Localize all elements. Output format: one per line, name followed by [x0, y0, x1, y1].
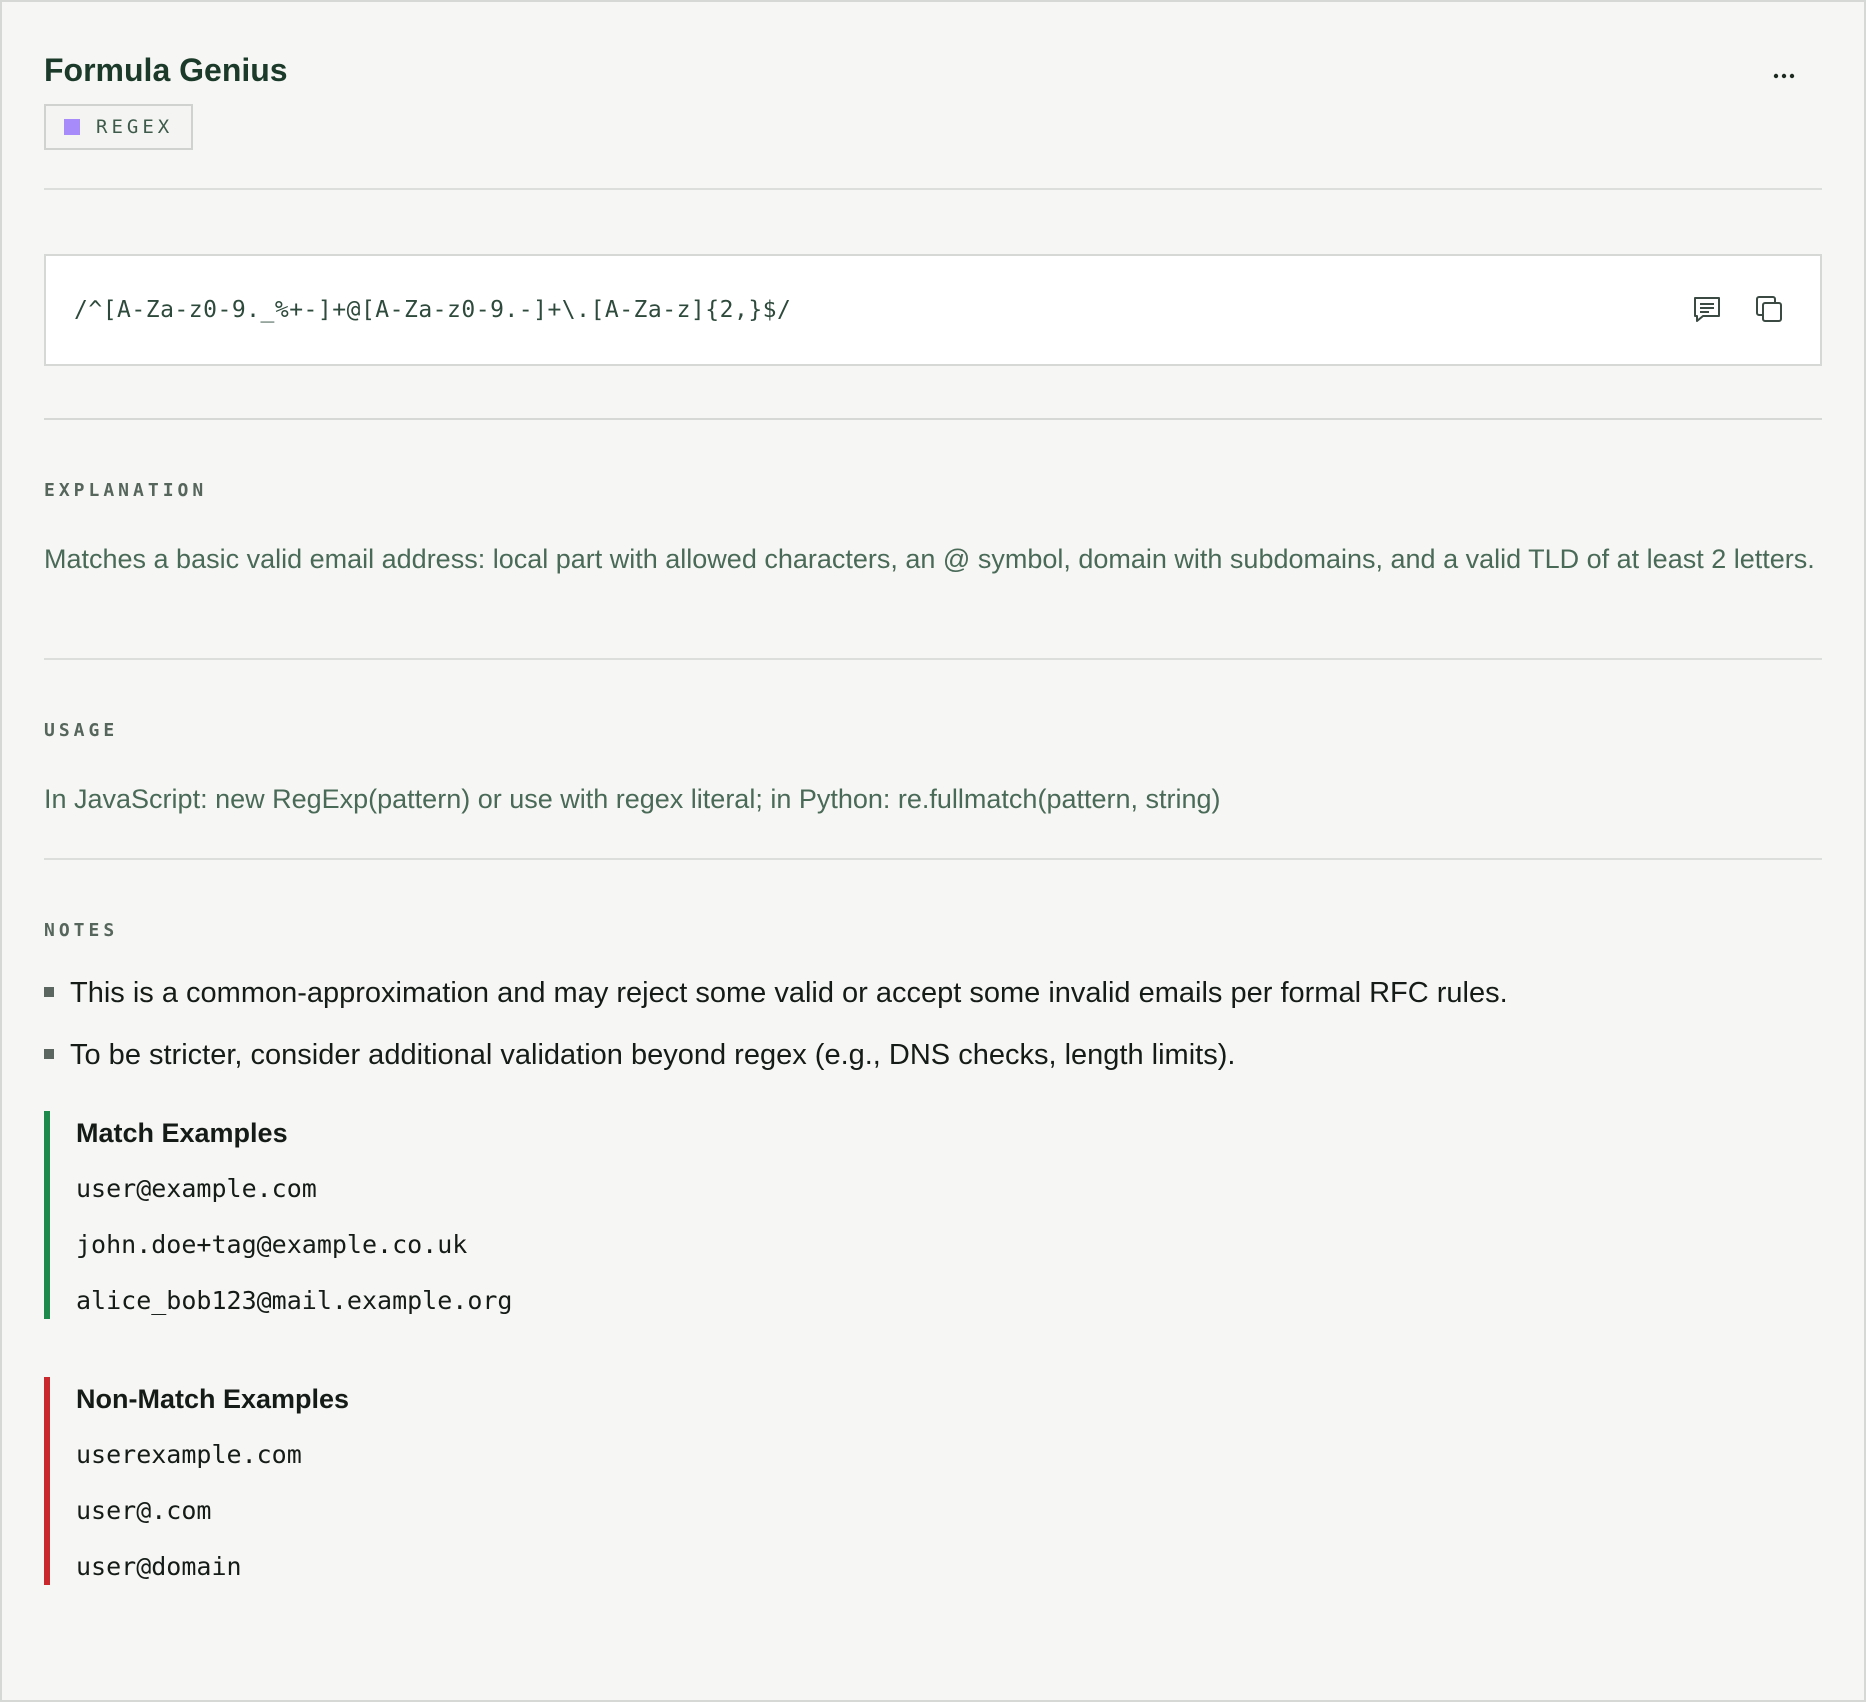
more-options-button[interactable]	[1764, 56, 1804, 96]
explanation-text: Matches a basic valid email address: local part with allowed characters, an @ symbol, domain with subdomains, and a valid TLD of at least 2 letters.	[44, 544, 1815, 574]
note-item	[44, 1035, 1822, 1075]
bullet-icon	[44, 987, 54, 997]
usage-text: In JavaScript: new RegExp(pattern) or use with regex literal; in Python: re.fullmatch(pattern, string)	[44, 784, 1221, 814]
note-item	[44, 973, 1822, 1013]
nonmatch-examples-title: Non-Match Examples	[76, 1384, 350, 1414]
explain-button[interactable]	[1690, 292, 1724, 326]
panel-header	[44, 2, 1822, 190]
match-examples-list	[76, 1171, 1822, 1319]
formula-section	[44, 190, 1822, 420]
match-examples-title: Match Examples	[76, 1118, 288, 1148]
usage-label: USAGE	[44, 720, 119, 741]
copy-button[interactable]	[1752, 292, 1786, 326]
formula-pattern[interactable]: /^[A-Za-z0-9._%+-]+@[A-Za-z0-9.-]+\.[A-Za-z]{2,}$/	[74, 297, 792, 323]
notes-list	[44, 973, 1822, 1075]
match-example: alice_bob123@mail.example.org	[76, 1286, 513, 1315]
nonmatch-example: user@domain	[76, 1552, 242, 1581]
notes-label: NOTES	[44, 920, 119, 941]
match-examples-block	[44, 1111, 1822, 1319]
badge-color-swatch	[64, 119, 80, 135]
explanation-section	[44, 420, 1822, 660]
match-example: user@example.com	[76, 1174, 317, 1203]
nonmatch-examples-block	[44, 1377, 1822, 1585]
notes-section	[44, 860, 1822, 1585]
match-example: john.doe+tag@example.co.uk	[76, 1230, 468, 1259]
formula-code-box	[44, 254, 1822, 366]
badge-label: REGEX	[96, 116, 174, 138]
note-text: This is a common-approximation and may reject some valid or accept some invalid emails per formal RFC rules.	[70, 977, 1508, 1009]
formula-actions	[1690, 292, 1786, 326]
message-square-icon	[1692, 294, 1722, 324]
explanation-label: EXPLANATION	[44, 480, 208, 501]
nonmatch-examples-list	[76, 1437, 1822, 1585]
more-horizontal-icon	[1772, 72, 1796, 80]
formula-type-badge	[44, 104, 193, 150]
copy-icon	[1754, 294, 1784, 324]
nonmatch-example: userexample.com	[76, 1440, 302, 1469]
app-title: Formula Genius	[44, 52, 288, 88]
nonmatch-example: user@.com	[76, 1496, 212, 1525]
usage-section	[44, 660, 1822, 860]
bullet-icon	[44, 1049, 54, 1059]
note-text: To be stricter, consider additional validation beyond regex (e.g., DNS checks, length limits).	[70, 1039, 1236, 1071]
